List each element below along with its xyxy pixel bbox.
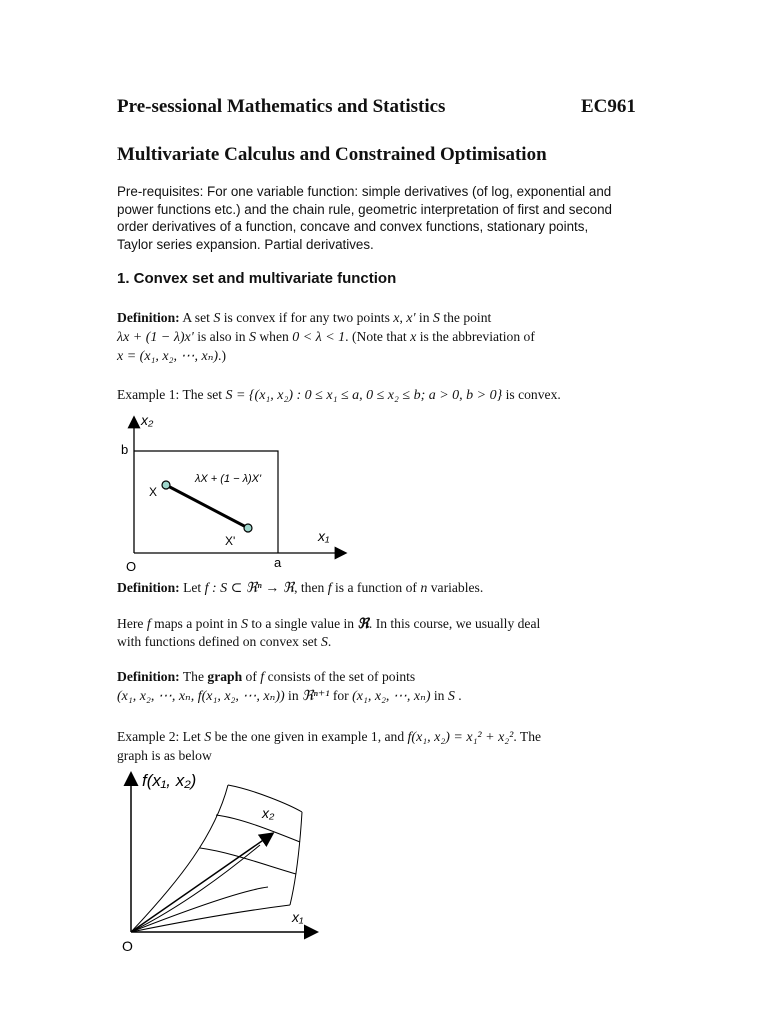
surface-grid-1 [216,815,300,842]
definition-convex-line-1: Definition: A set S is convex if for any two points x, x' in S the point [117,310,492,326]
section-heading: 1. Convex set and multivariate function [117,270,397,287]
b-label: b [121,442,129,457]
prereq-line-2: power functions etc.) and the chain rule, geometric interpretation of first and second [117,202,612,217]
x2-label: x₂ [262,805,275,821]
a-label: a [274,555,282,570]
definition-function: Definition: Let f : S ⊂ ℜⁿ → ℜ, then f is a function of n variables. [117,580,484,596]
course-title: Pre-sessional Mathematics and Statistics [117,96,446,117]
xprime-point-label: X' [225,534,236,548]
point-xprime [244,524,252,532]
point-x [162,481,170,489]
prereq-line-1: Pre-requisites: For one variable function: simple derivatives (of log, exponential and [117,184,612,199]
mapping-paragraph-line-1: Here f maps a point in S to a single value in ℜ. In this course, we usually deal [117,616,541,632]
definition-convex-line-3: x = (x₁, x₂, ⋯, xₙ).) [117,348,226,364]
course-code: EC961 [581,96,636,117]
example-2-line-1: Example 2: Let S be the one given in example 1, and f(x₁, x₂) = x₁² + x₂². The [117,729,542,745]
surface-edge-bottom [131,905,290,932]
definition-graph-line-2: (x₁, x₂, ⋯, xₙ, f(x₁, x₂, ⋯, xₙ)) in ℜⁿ⁺¹ for (x₁, x₂, ⋯, xₙ) in S . [117,688,462,704]
convex-set-diagram [121,412,345,574]
origin-label-2: O [122,938,133,954]
definition-graph-line-1: Definition: The graph of f consists of the set of points [117,669,416,685]
combination-label: λX + (1 − λ)X' [195,473,262,485]
x1-label: x₁ [292,909,304,925]
segment-x-xprime [166,485,248,528]
prereq-line-3: order derivatives of a function, concave and convex functions, stationary points, [117,219,589,234]
y-axis-label: x₂ [141,412,154,428]
example-1: Example 1: The set S = {(x₁, x₂) : 0 ≤ x₁ ≤ a, 0 ≤ x₂ ≤ b; a > 0, b > 0} is convex. [117,387,561,403]
definition-label: Definition: [117,310,180,325]
example-2-line-2: graph is as below [117,748,212,763]
surface-edge-left [131,785,228,932]
x-axis-label: x₁ [318,528,330,544]
surface-grid-2 [200,848,296,874]
origin-label: O [126,559,137,574]
f-axis-label: f(x₁, x₂) [142,771,197,790]
prereq-line-4: Taylor series expansion. Partial derivatives. [117,237,374,252]
x-point-label: X [149,485,158,499]
mapping-paragraph-line-2: with functions defined on convex set S. [117,634,332,650]
rectangle-set [134,451,278,553]
surface-edge-right [290,812,302,905]
document-title: Multivariate Calculus and Constrained Optimisation [117,144,547,165]
definition-convex-line-2: λx + (1 − λ)x' is also in S when 0 < λ < 1. (Note that x is the abbreviation of [117,329,535,345]
graph-surface-diagram [122,771,316,954]
